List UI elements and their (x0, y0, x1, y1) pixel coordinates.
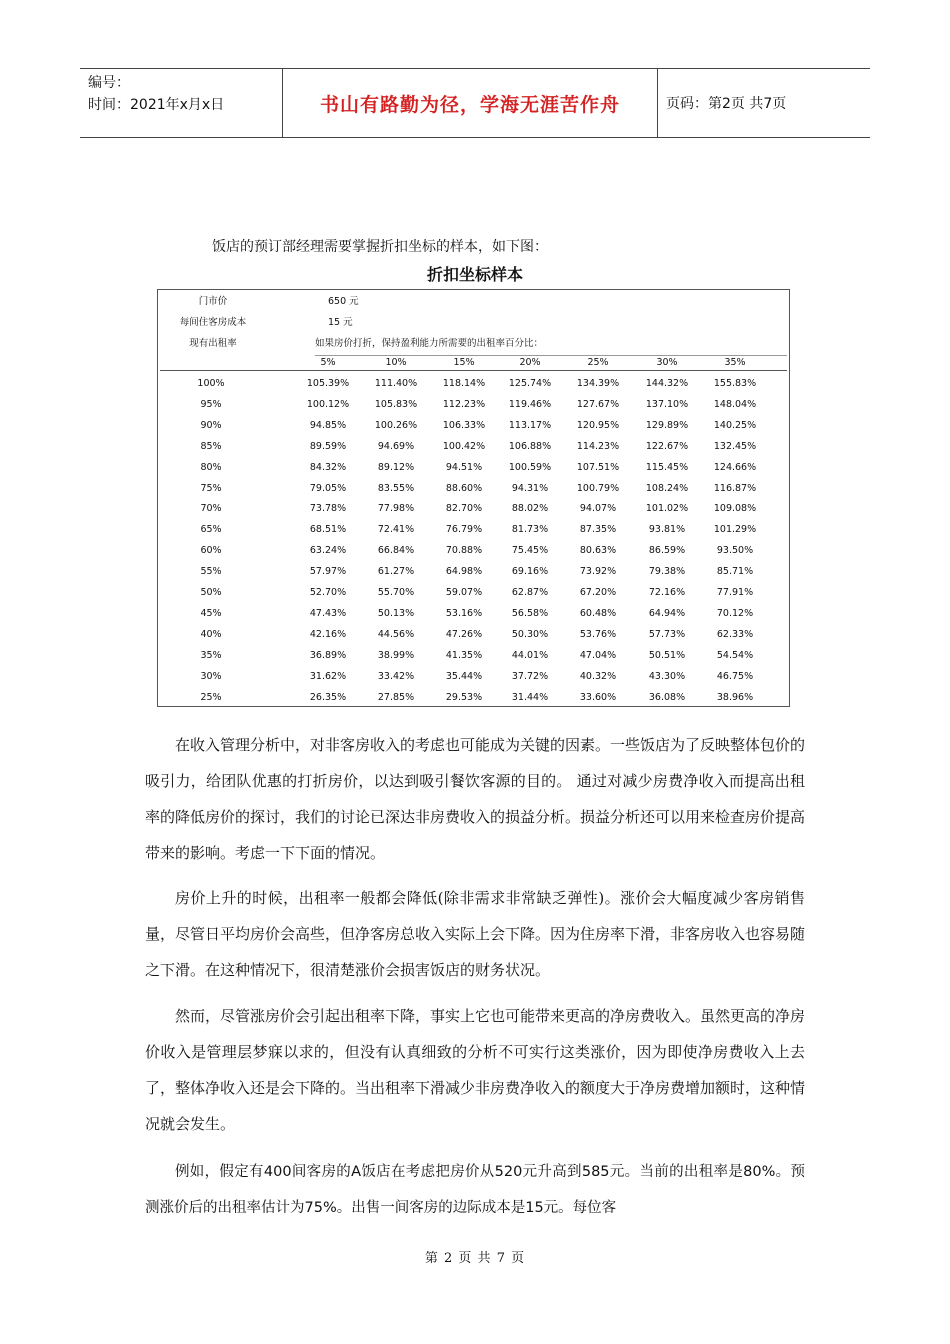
table-cell: 148.04% (713, 398, 757, 410)
rack-rate-row (158, 296, 789, 308)
table-cell: 134.39% (576, 378, 620, 389)
occupancy-cell: 30% (200, 670, 222, 682)
occupancy-cell: 80% (200, 461, 222, 473)
table-cell: 132.45% (713, 440, 757, 452)
table-cell: 73.78% (309, 503, 347, 515)
table-cell: 53.76% (579, 628, 617, 640)
table-cell: 100.26% (374, 419, 418, 431)
discount-header: 10% (385, 357, 407, 368)
occupancy-cell: 95% (200, 398, 222, 410)
table-row (158, 378, 789, 390)
table-cell: 26.35% (309, 691, 347, 703)
table-cell: 109.08% (713, 503, 757, 515)
occupancy-row (158, 338, 789, 350)
table-cell: 93.81% (648, 524, 686, 536)
page-footer: 第 2 页 共 7 页 (424, 1251, 526, 1266)
table-cell: 94.51% (445, 461, 483, 473)
table-cell: 155.83% (713, 378, 757, 389)
table-cell: 40.32% (579, 670, 617, 682)
table-row (158, 545, 789, 557)
table-cell: 73.92% (579, 566, 617, 578)
table-row (158, 587, 789, 599)
rack-rate-value: 650 元 (328, 296, 359, 307)
table-cell: 60.48% (579, 607, 617, 619)
occupancy-cell: 90% (200, 419, 222, 431)
table-cell: 38.96% (716, 691, 754, 703)
occupancy-cell: 45% (200, 607, 222, 619)
occupancy-cell: 100% (197, 378, 225, 389)
table-cell: 44.56% (377, 628, 415, 640)
table-cell: 116.87% (713, 482, 757, 494)
table-cell: 113.17% (508, 419, 552, 431)
cost-row (158, 317, 789, 329)
table-cell: 57.97% (309, 566, 347, 578)
table-cell: 50.13% (377, 607, 415, 619)
table-cell: 36.89% (309, 649, 347, 661)
table-cell: 77.91% (716, 587, 754, 598)
table-cell: 47.43% (309, 607, 347, 619)
table-cell: 63.24% (309, 545, 347, 557)
table-cell: 33.42% (377, 670, 415, 682)
occupancy-cell: 85% (200, 440, 222, 452)
table-cell: 61.27% (377, 566, 415, 578)
number-label: 编号： (88, 75, 130, 91)
table-cell: 64.98% (445, 566, 483, 578)
table-cell: 57.73% (648, 628, 686, 640)
table-cell: 69.16% (511, 566, 549, 578)
table-cell: 47.04% (579, 649, 617, 661)
header-page-number: 页码：第2页 共7页 (666, 96, 787, 112)
table-row (158, 462, 789, 474)
table-row (158, 671, 789, 683)
paragraph-4: 例如，假定有400间客房的A饭店在考虑把房价从520元升高到585元。当前的出租率是80%。预测涨价后的出租率估计为75%。出售一间客房的边际成本是15元。每位客 (145, 1164, 805, 1216)
table-cell: 53.16% (445, 607, 483, 619)
table-cell: 41.35% (445, 649, 483, 661)
table-cell: 50.30% (511, 628, 549, 640)
table-cell: 106.33% (442, 419, 486, 431)
table-cell: 100.42% (442, 440, 486, 452)
table-row (158, 483, 789, 495)
table-row (158, 566, 789, 578)
table-cell: 127.67% (576, 398, 620, 410)
table-cell: 68.51% (309, 524, 347, 536)
table-cell: 129.89% (645, 419, 689, 431)
table-cell: 76.79% (445, 524, 483, 536)
table-cell: 94.07% (579, 503, 617, 515)
occupancy-cell: 60% (200, 545, 222, 557)
table-row (158, 650, 789, 662)
cost-value: 15 元 (328, 317, 353, 328)
table-cell: 86.59% (648, 545, 686, 557)
table-cell: 83.55% (377, 482, 415, 494)
table-cell: 55.70% (377, 587, 415, 598)
table-cell: 27.85% (377, 691, 415, 703)
occupancy-cell: 75% (200, 482, 222, 494)
table-cell: 59.07% (445, 587, 483, 598)
occupancy-cell: 25% (200, 691, 222, 703)
table-cell: 106.88% (508, 440, 552, 452)
table-cell: 43.30% (648, 670, 686, 682)
table-cell: 80.63% (579, 545, 617, 557)
table-cell: 89.59% (309, 440, 347, 452)
table-cell: 70.88% (445, 545, 483, 557)
table-cell: 38.99% (377, 649, 415, 661)
table-cell: 31.44% (511, 691, 549, 703)
occupancy-cell: 65% (200, 524, 222, 536)
table-cell: 111.40% (374, 378, 418, 389)
table-cell: 118.14% (442, 378, 486, 389)
table-cell: 88.02% (511, 503, 549, 515)
table-cell: 52.70% (309, 587, 347, 598)
table-title: 折扣坐标样本 (426, 265, 523, 284)
table-cell: 85.71% (716, 566, 754, 578)
table-cell: 88.60% (445, 482, 483, 494)
paragraph-3: 然而，尽管涨房价会引起出租率下降，事实上它也可能带来更高的净房费收入。虽然更高的净房价收入是管理层梦寐以求的，但没有认真细致的分析不可实行这类涨价，因为即使净房费收入上去了，整体净收入还是会下降的。当出租率下滑减少非房费净收入的额度大于净房费增加额时，这种情况就会发生。 (145, 1007, 806, 1133)
occupancy-cell: 50% (200, 587, 222, 598)
table-cell: 94.31% (511, 482, 549, 494)
table-cell: 120.95% (576, 419, 620, 431)
table-cell: 100.59% (508, 461, 552, 473)
discount-header: 15% (453, 357, 475, 368)
table-cell: 108.24% (645, 482, 689, 494)
table-note: 如果房价打折，保持盈利能力所需要的出租率百分比： (315, 338, 544, 349)
occupancy-label: 现有出租率 (189, 338, 237, 349)
table-row (158, 503, 789, 515)
table-row (158, 608, 789, 620)
cost-label: 每间住客房成本 (179, 317, 247, 328)
table-cell: 101.02% (645, 503, 689, 515)
header-motto: 书山有路勤为径，学海无涯苦作舟 (283, 69, 658, 137)
intro-text: 饭店的预订部经理需要掌握折扣坐标的样本，如下图： (212, 239, 548, 255)
table-row (158, 629, 789, 641)
table-cell: 46.75% (716, 670, 754, 682)
header-divider (160, 370, 787, 371)
table-cell: 67.20% (579, 587, 617, 598)
discount-header: 20% (519, 357, 541, 368)
table-cell: 66.84% (377, 545, 415, 557)
table-cell: 72.41% (377, 524, 415, 536)
table-cell: 105.39% (306, 378, 350, 389)
table-cell: 137.10% (645, 398, 689, 410)
occupancy-cell: 40% (200, 628, 222, 640)
table-cell: 79.05% (309, 482, 347, 494)
table-cell: 114.23% (576, 440, 620, 452)
table-cell: 89.12% (377, 461, 415, 473)
table-cell: 33.60% (579, 691, 617, 703)
rack-rate-label: 门市价 (198, 296, 228, 307)
table-cell: 140.25% (713, 419, 757, 431)
table-cell: 100.12% (306, 398, 350, 410)
table-cell: 62.87% (511, 587, 549, 598)
table-cell: 105.83% (374, 398, 418, 410)
table-row (158, 692, 789, 704)
table-cell: 144.32% (645, 378, 689, 389)
table-cell: 36.08% (648, 691, 686, 703)
table-cell: 94.85% (309, 419, 347, 431)
table-cell: 82.70% (445, 503, 483, 515)
paragraph-1: 在收入管理分析中，对非客房收入的考虑也可能成为关键的因素。一些饭店为了反映整体包价的吸引力，给团队优惠的打折房价，以达到吸引餐饮客源的目的。 通过对减少房费净收入而提高出租率的降低房价的探讨，我们的讨论已深达非房费收入的损益分析。损益分析还可以用来检查房价提高带来的影响。考虑一下下面的情况。 (145, 736, 806, 862)
table-cell: 84.32% (309, 461, 347, 473)
occupancy-cell: 70% (200, 503, 222, 515)
page-header (80, 68, 870, 138)
table-cell: 119.46% (508, 398, 552, 410)
discount-table (157, 289, 790, 707)
paragraph-2: 房价上升的时候，出租率一般都会降低(除非需求非常缺乏弹性)。涨价会大幅度减少客房销售量，尽管日平均房价会高些，但净客房总收入实际上会下降。因为住房率下滑，非客房收入也容易随之下滑。在这种情况下，很清楚涨价会损害饭店的财务状况。 (145, 889, 806, 979)
table-row (158, 420, 789, 432)
time-label: 时间：2021年x月x日 (88, 97, 225, 113)
header-meta (80, 69, 283, 137)
table-cell: 42.16% (309, 628, 347, 640)
table-cell: 81.73% (511, 524, 549, 536)
table-cell: 94.69% (377, 440, 415, 452)
table-cell: 77.98% (377, 503, 415, 515)
table-cell: 56.58% (511, 607, 549, 619)
table-cell: 31.62% (309, 670, 347, 682)
table-cell: 100.79% (576, 482, 620, 494)
table-cell: 124.66% (713, 461, 757, 473)
table-cell: 122.67% (645, 440, 689, 452)
table-cell: 107.51% (576, 461, 620, 473)
table-cell: 79.38% (648, 566, 686, 578)
table-row (158, 524, 789, 536)
discount-header-row (158, 357, 789, 369)
discount-header: 5% (320, 357, 336, 368)
table-row (158, 399, 789, 411)
table-cell: 93.50% (716, 545, 754, 557)
table-cell: 64.94% (648, 607, 686, 619)
table-cell: 54.54% (716, 649, 754, 661)
table-cell: 44.01% (511, 649, 549, 661)
table-cell: 47.26% (445, 628, 483, 640)
table-cell: 37.72% (511, 670, 549, 682)
table-cell: 72.16% (648, 587, 686, 598)
discount-header: 35% (724, 357, 746, 368)
table-cell: 29.53% (445, 691, 483, 703)
discount-header: 30% (656, 357, 678, 368)
occupancy-cell: 55% (200, 566, 222, 578)
table-cell: 87.35% (579, 524, 617, 536)
table-cell: 112.23% (442, 398, 486, 410)
table-row (158, 441, 789, 453)
table-cell: 75.45% (511, 545, 549, 557)
table-cell: 62.33% (716, 628, 754, 640)
occupancy-cell: 35% (200, 649, 222, 661)
table-cell: 101.29% (713, 524, 757, 536)
table-cell: 35.44% (445, 670, 483, 682)
discount-header: 25% (587, 357, 609, 368)
table-cell: 70.12% (716, 607, 754, 619)
header-subline (315, 355, 787, 356)
table-cell: 50.51% (648, 649, 686, 661)
table-cell: 125.74% (508, 378, 552, 389)
table-cell: 115.45% (645, 461, 689, 473)
